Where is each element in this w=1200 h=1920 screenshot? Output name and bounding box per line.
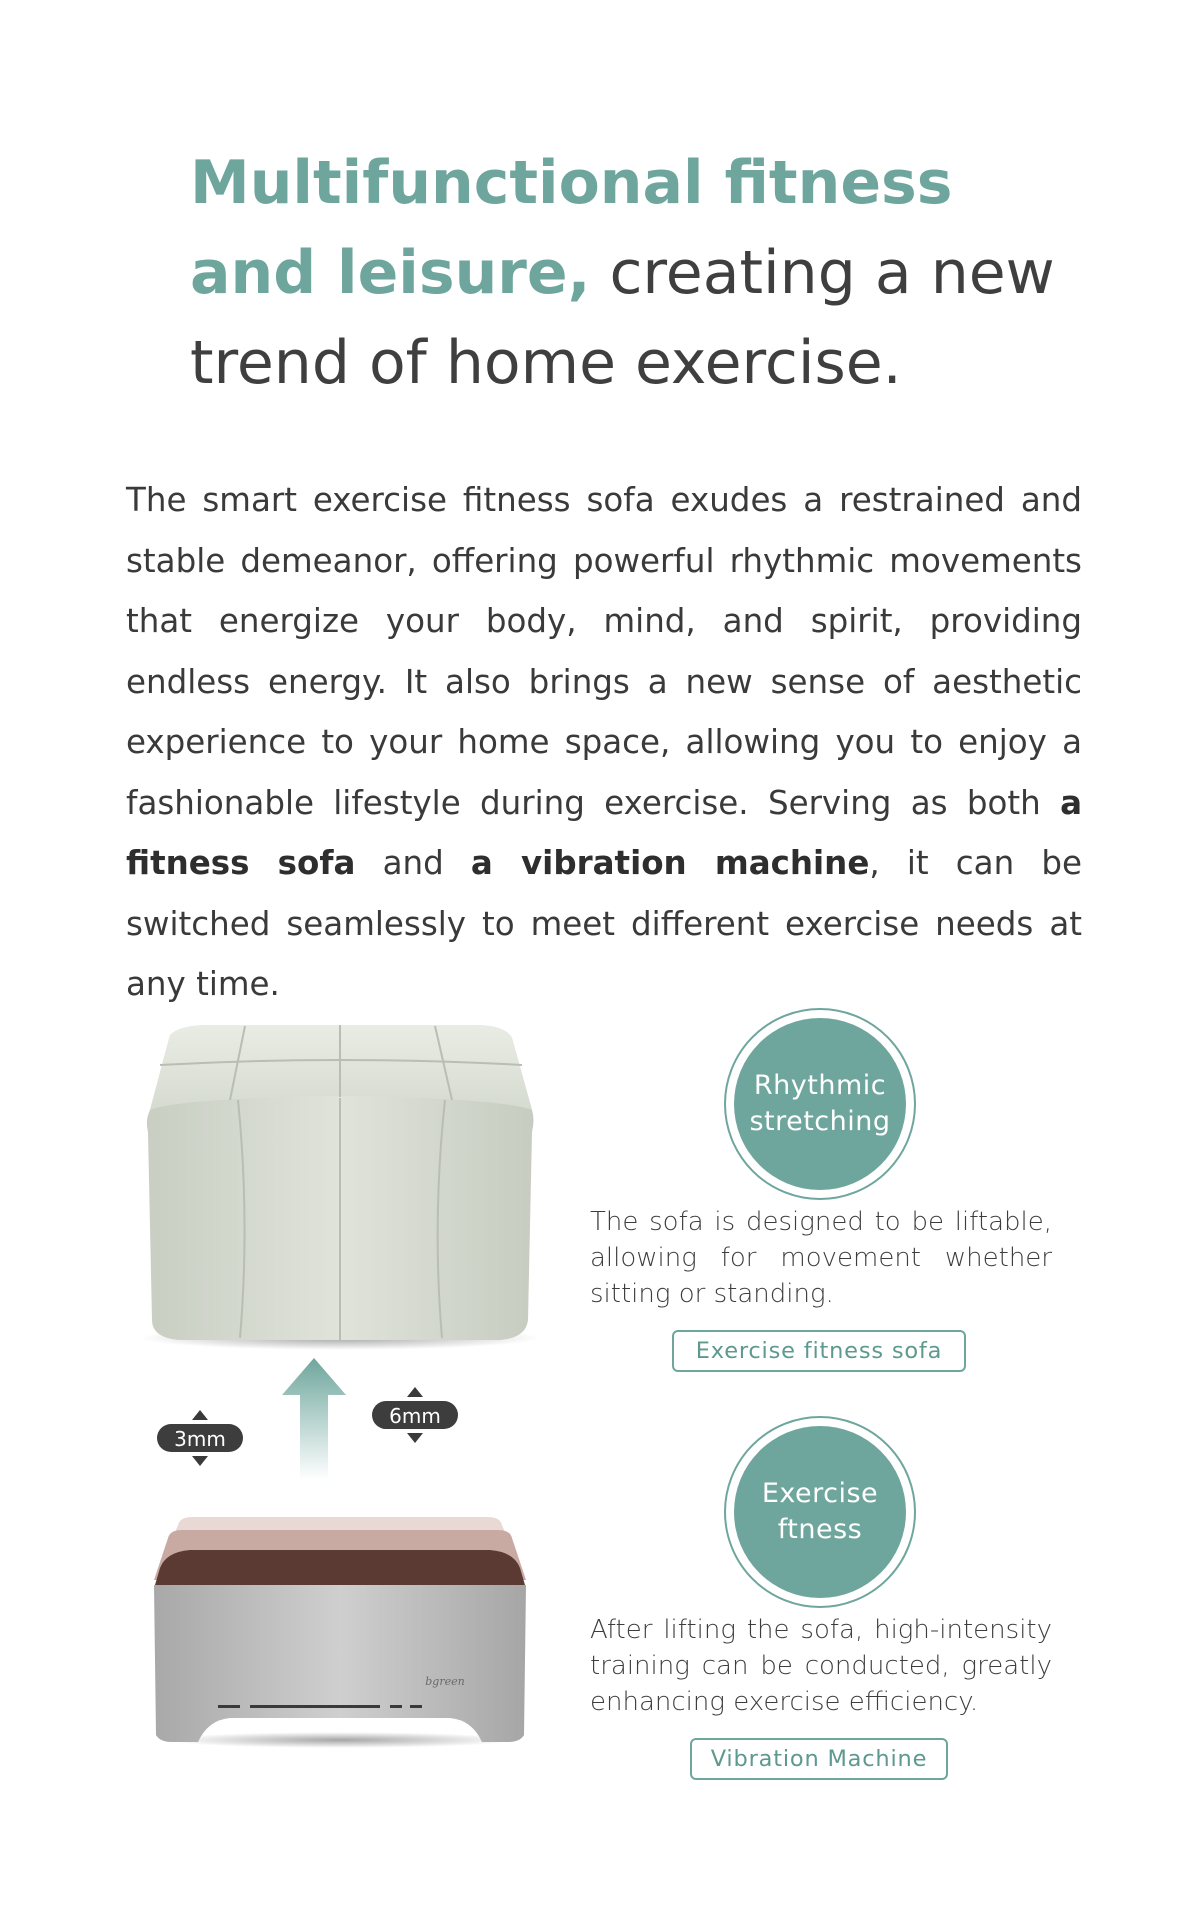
circle-line-2: ftness	[777, 1514, 863, 1545]
tag-exercise-fitness-sofa: Exercise fitness sofa	[672, 1330, 966, 1372]
intro-bold-fitness-sofa: a fitness sofa	[126, 783, 1082, 882]
indicator-3mm	[157, 1410, 243, 1466]
product-illustration	[100, 1020, 600, 1800]
indicator-6mm	[372, 1387, 458, 1443]
vibration-machine	[154, 1517, 526, 1748]
page-headline	[190, 138, 1090, 408]
feature-description: The sofa is designed to be liftable, allowing for movement whether sitting or standing.	[590, 1207, 1052, 1309]
feature-circle-label	[734, 1018, 906, 1190]
label-6mm: 6mm	[389, 1404, 441, 1428]
feature-description: After lifting the sofa, high-intensity training can be conducted, greatly enhancing exercise efficiency.	[590, 1615, 1052, 1717]
intro-text-1: The smart exercise fitness sofa exudes a restrained and stable demeanor, offering powerful rhythmic movements that energize your body, mind, and spirit, providing endless energy. It also brings a new sense of aesthetic experience to your home space, allowing you to enjoy a fashionable lifestyle during exercise. Serving as both	[126, 481, 1082, 822]
tag-vibration-machine: Vibration Machine	[690, 1738, 948, 1780]
intro-text-3: , it can be switched seamlessly to meet different exercise needs at any time.	[126, 844, 1082, 1003]
circle-line-2: stretching	[749, 1106, 891, 1137]
sofa-and-machine-illustration	[100, 1020, 600, 1800]
intro-paragraph	[126, 470, 1082, 1015]
feature-exercise-fitness	[590, 1416, 1070, 1786]
label-3mm: 3mm	[174, 1427, 226, 1451]
feature-rhythmic-stretching	[590, 1008, 1070, 1378]
circle-line-1: Exercise	[761, 1478, 879, 1509]
feature-circle-label	[734, 1426, 906, 1598]
brand-mark: bgreen	[425, 1675, 465, 1688]
intro-bold-vibration-machine: a vibration machine	[470, 844, 870, 882]
headline-rest: creating a new trend of home exercise.	[190, 238, 1055, 398]
feature-circle	[724, 1008, 916, 1200]
sofa-cushion	[140, 1025, 540, 1350]
intro-text-2: and	[355, 844, 471, 882]
feature-circle	[724, 1416, 916, 1608]
circle-line-1: Rhythmic	[753, 1070, 887, 1101]
lift-arrow	[282, 1358, 346, 1480]
headline-highlight: Multifunctional fitness and leisure,	[190, 148, 953, 308]
